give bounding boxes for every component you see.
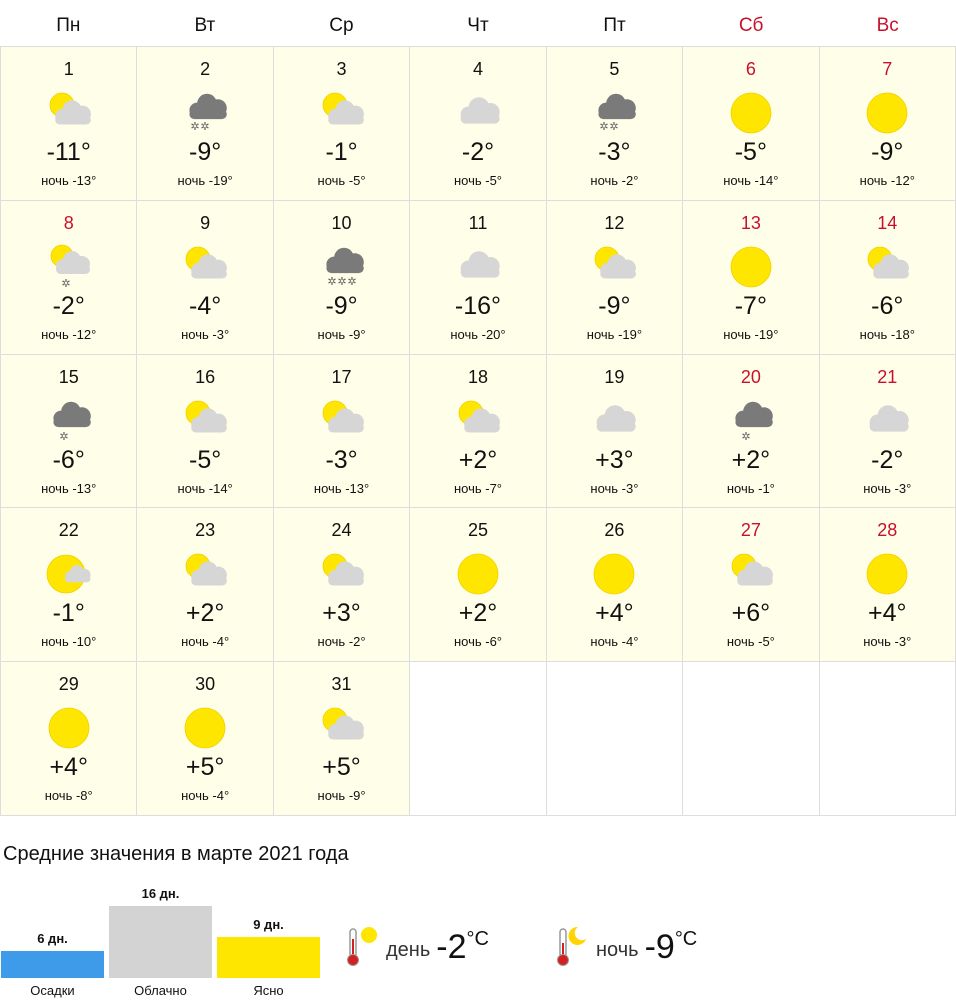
day-cell[interactable] bbox=[683, 508, 819, 662]
day-number: 5 bbox=[609, 59, 620, 79]
partly-cloudy-icon bbox=[315, 89, 369, 137]
weekday-label: Вт bbox=[194, 15, 216, 36]
svg-text:✲: ✲ bbox=[190, 120, 200, 133]
day-temperature: -2° bbox=[52, 291, 85, 320]
bar-group bbox=[109, 882, 212, 998]
night-temperature: ночь -3° bbox=[181, 326, 230, 342]
avg-night-temperature bbox=[552, 925, 697, 969]
day-number: 3 bbox=[336, 59, 347, 79]
night-temperature: ночь -12° bbox=[41, 326, 97, 342]
day-number: 24 bbox=[331, 520, 352, 541]
night-temperature: ночь -8° bbox=[44, 788, 93, 804]
weekday-header-row bbox=[0, 0, 956, 46]
day-number: 7 bbox=[882, 59, 893, 79]
day-cell[interactable] bbox=[274, 201, 410, 355]
svg-text:✲: ✲ bbox=[59, 429, 69, 443]
night-temperature: ночь -12° bbox=[859, 173, 915, 188]
bar-value-label: 9 дн. bbox=[253, 917, 284, 932]
partly-cloudy-icon bbox=[315, 397, 369, 445]
day-number: 22 bbox=[58, 520, 79, 541]
day-number: 27 bbox=[740, 520, 761, 541]
bar bbox=[109, 906, 212, 978]
day-temperature: -3° bbox=[598, 138, 631, 166]
sun-icon bbox=[860, 89, 914, 137]
bar-group bbox=[1, 927, 104, 998]
cloudy-light-snow-icon bbox=[42, 397, 96, 445]
weekday-label: Пт bbox=[603, 15, 626, 36]
svg-text:✲: ✲ bbox=[200, 120, 210, 133]
cloudy-snow-icon bbox=[587, 89, 641, 137]
weekday-label: Вс bbox=[876, 15, 899, 36]
summary-bar-chart bbox=[0, 878, 330, 1000]
night-temperature: ночь -3° bbox=[863, 480, 912, 496]
day-number: 18 bbox=[467, 366, 488, 387]
night-temperature: ночь -3° bbox=[863, 634, 912, 650]
day-temperature: -2° bbox=[871, 445, 904, 474]
day-cell[interactable] bbox=[547, 47, 683, 201]
day-cell[interactable] bbox=[410, 355, 546, 509]
day-cell[interactable] bbox=[410, 201, 546, 355]
weekday-label: Сб bbox=[738, 15, 764, 36]
day-number: 6 bbox=[745, 59, 756, 79]
day-temperature: +2° bbox=[731, 445, 771, 474]
day-temperature: -7° bbox=[734, 291, 767, 320]
night-temperature: ночь -5° bbox=[453, 173, 503, 188]
day-cell[interactable] bbox=[820, 47, 956, 201]
night-temperature: ночь -5° bbox=[317, 173, 366, 188]
day-temperature: -11° bbox=[46, 138, 91, 166]
partly-cloudy-icon bbox=[178, 397, 232, 445]
svg-text:✲: ✲ bbox=[336, 274, 347, 288]
day-temperature: +4° bbox=[868, 599, 907, 628]
day-temperature: -4° bbox=[189, 291, 222, 320]
cloudy-heavy-snow-icon bbox=[315, 243, 369, 291]
sun-icon bbox=[178, 704, 232, 752]
day-temperature: -9° bbox=[871, 138, 904, 166]
partly-cloudy-icon bbox=[587, 243, 641, 291]
svg-text:✲: ✲ bbox=[326, 274, 337, 288]
night-temperature: ночь -2° bbox=[317, 634, 366, 650]
bar-value-label: 16 дн. bbox=[141, 886, 180, 901]
day-temperature: -5° bbox=[734, 138, 767, 166]
day-number: 9 bbox=[200, 212, 211, 233]
day-number: 31 bbox=[331, 674, 352, 695]
night-temperature: ночь -4° bbox=[590, 634, 639, 650]
day-number: 13 bbox=[740, 212, 761, 233]
day-cell[interactable] bbox=[137, 508, 273, 662]
avg-day-label: день bbox=[386, 938, 431, 961]
night-temperature: ночь -4° bbox=[181, 634, 230, 650]
partly-cloudy-snow-icon bbox=[42, 243, 96, 291]
day-cell[interactable] bbox=[410, 47, 546, 201]
day-cell[interactable] bbox=[547, 508, 683, 662]
bar-category-label: Облачно bbox=[134, 983, 187, 998]
day-temperature: -16° bbox=[454, 291, 502, 320]
day-temperature: -1° bbox=[325, 138, 358, 166]
day-number: 17 bbox=[331, 366, 352, 387]
cloudy-light-snow-icon bbox=[724, 397, 778, 445]
day-cell[interactable] bbox=[547, 201, 683, 355]
empty-cell bbox=[410, 662, 546, 816]
night-temperature: ночь -20° bbox=[450, 326, 506, 342]
day-number: 15 bbox=[58, 366, 79, 387]
cloudy-icon bbox=[451, 89, 505, 137]
day-cell[interactable] bbox=[137, 201, 273, 355]
day-cell[interactable] bbox=[274, 508, 410, 662]
bar bbox=[217, 937, 320, 978]
night-temperature: ночь -13° bbox=[41, 173, 97, 188]
day-temperature: -2° bbox=[461, 138, 495, 166]
night-temperature: ночь -9° bbox=[317, 326, 366, 342]
day-number: 12 bbox=[604, 212, 625, 233]
avg-day-temperature bbox=[342, 925, 489, 969]
day-number: 26 bbox=[604, 520, 625, 541]
day-number: 20 bbox=[740, 366, 761, 387]
partly-cloudy-icon bbox=[315, 550, 369, 598]
night-temperature: ночь -14° bbox=[723, 173, 779, 188]
night-temperature: ночь -13° bbox=[41, 480, 97, 496]
svg-text:✲: ✲ bbox=[346, 274, 357, 288]
day-number: 30 bbox=[195, 674, 216, 695]
thermometer-sun-icon bbox=[342, 925, 378, 969]
day-cell[interactable] bbox=[820, 355, 956, 509]
day-cell[interactable] bbox=[1, 508, 137, 662]
night-temperature: ночь -19° bbox=[586, 326, 643, 342]
partly-cloudy-icon bbox=[860, 243, 914, 291]
sun-icon bbox=[587, 550, 641, 598]
day-temperature: +3° bbox=[595, 445, 634, 474]
partly-cloudy-icon bbox=[451, 397, 505, 445]
day-temperature: -3° bbox=[325, 445, 358, 474]
partly-cloudy-icon bbox=[178, 550, 232, 598]
night-temperature: ночь -3° bbox=[590, 480, 639, 496]
partly-cloudy-icon bbox=[724, 550, 778, 598]
sun-cloud-icon bbox=[42, 550, 96, 598]
night-temperature: ночь -9° bbox=[317, 788, 366, 804]
weekday-label: Пн bbox=[56, 15, 81, 36]
day-number: 29 bbox=[58, 674, 79, 695]
day-temperature: +5° bbox=[322, 753, 361, 782]
day-cell[interactable] bbox=[683, 355, 819, 509]
night-temperature: ночь -5° bbox=[726, 634, 775, 650]
svg-text:✲: ✲ bbox=[741, 429, 751, 443]
night-temperature: ночь -14° bbox=[177, 480, 233, 496]
night-temperature: ночь -4° bbox=[181, 788, 230, 804]
day-cell[interactable] bbox=[274, 355, 410, 509]
day-cell[interactable] bbox=[1, 662, 137, 816]
day-temperature: +2° bbox=[185, 599, 225, 628]
sun-icon bbox=[451, 550, 505, 598]
calendar-grid bbox=[0, 46, 956, 816]
day-cell[interactable] bbox=[137, 47, 273, 201]
cloudy-snow-icon bbox=[178, 89, 232, 137]
night-temperature: ночь -19° bbox=[177, 173, 233, 188]
empty-cell bbox=[547, 662, 683, 816]
day-cell[interactable] bbox=[274, 662, 410, 816]
day-temperature: +3° bbox=[322, 599, 361, 628]
avg-day-unit: °C bbox=[466, 927, 489, 950]
night-temperature: ночь -18° bbox=[859, 326, 915, 342]
empty-cell bbox=[683, 662, 819, 816]
day-cell[interactable] bbox=[1, 47, 137, 201]
summary-title: Средние значения в марте 2021 года bbox=[3, 843, 349, 865]
day-cell[interactable] bbox=[410, 508, 546, 662]
day-number: 14 bbox=[877, 212, 898, 233]
day-temperature: -6° bbox=[871, 291, 904, 320]
cloudy-icon bbox=[860, 397, 914, 445]
day-cell[interactable] bbox=[820, 201, 956, 355]
cloudy-icon bbox=[587, 397, 641, 445]
avg-night-label: ночь bbox=[596, 938, 639, 961]
day-temperature: +6° bbox=[731, 599, 771, 628]
svg-text:✲: ✲ bbox=[61, 276, 71, 290]
day-temperature: -9° bbox=[189, 138, 222, 166]
bar-category-label: Ясно bbox=[253, 983, 284, 998]
day-number: 8 bbox=[63, 212, 74, 233]
day-cell[interactable] bbox=[137, 355, 273, 509]
avg-day-value: -2 bbox=[436, 927, 467, 966]
night-temperature: ночь -2° bbox=[590, 173, 639, 188]
day-number: 1 bbox=[63, 59, 74, 79]
cloudy-icon bbox=[451, 243, 505, 291]
day-number: 10 bbox=[331, 212, 352, 233]
day-cell[interactable] bbox=[1, 201, 137, 355]
avg-night-value: -9 bbox=[644, 927, 675, 966]
thermometer-moon-icon bbox=[552, 925, 588, 969]
bar-group bbox=[217, 913, 320, 998]
sun-icon bbox=[860, 550, 914, 598]
day-temperature: +4° bbox=[595, 599, 634, 628]
weekday-label: Чт bbox=[467, 15, 489, 36]
day-temperature: -9° bbox=[325, 291, 358, 320]
day-temperature: -5° bbox=[189, 445, 222, 474]
day-temperature: +5° bbox=[185, 753, 225, 782]
day-cell[interactable] bbox=[547, 355, 683, 509]
night-temperature: ночь -10° bbox=[41, 634, 97, 650]
night-temperature: ночь -6° bbox=[453, 634, 503, 650]
bar-category-label: Осадки bbox=[30, 983, 75, 998]
night-temperature: ночь -1° bbox=[726, 480, 775, 496]
day-temperature: +4° bbox=[49, 753, 88, 782]
sun-icon bbox=[42, 704, 96, 752]
partly-cloudy-icon bbox=[315, 704, 369, 752]
day-number: 4 bbox=[472, 59, 483, 79]
sun-icon bbox=[724, 243, 778, 291]
day-cell[interactable] bbox=[683, 201, 819, 355]
day-number: 21 bbox=[877, 366, 898, 387]
day-cell[interactable] bbox=[820, 508, 956, 662]
night-temperature: ночь -13° bbox=[313, 480, 370, 496]
day-number: 2 bbox=[200, 59, 211, 79]
sun-icon bbox=[724, 89, 778, 137]
day-number: 23 bbox=[195, 520, 216, 541]
partly-cloudy-icon bbox=[178, 243, 232, 291]
day-temperature: -6° bbox=[52, 445, 85, 474]
day-number: 11 bbox=[468, 212, 488, 233]
night-temperature: ночь -19° bbox=[723, 326, 779, 342]
weekday-label: Ср bbox=[329, 15, 354, 36]
bar-value-label: 6 дн. bbox=[37, 931, 68, 946]
day-cell[interactable] bbox=[274, 47, 410, 201]
day-cell[interactable] bbox=[137, 662, 273, 816]
day-cell[interactable] bbox=[1, 355, 137, 509]
empty-cell bbox=[820, 662, 956, 816]
partly-cloudy-icon bbox=[42, 89, 96, 137]
day-number: 19 bbox=[604, 366, 625, 387]
avg-night-unit: °C bbox=[674, 927, 698, 950]
day-cell[interactable] bbox=[683, 47, 819, 201]
day-temperature: -1° bbox=[52, 599, 85, 628]
svg-text:✲: ✲ bbox=[599, 120, 610, 133]
day-temperature: +2° bbox=[458, 599, 498, 628]
day-temperature: -9° bbox=[598, 291, 631, 320]
day-number: 16 bbox=[195, 366, 216, 387]
day-temperature: +2° bbox=[458, 445, 498, 474]
bar bbox=[1, 951, 104, 978]
day-number: 25 bbox=[467, 520, 488, 541]
day-number: 28 bbox=[877, 520, 898, 541]
svg-text:✲: ✲ bbox=[609, 120, 620, 133]
night-temperature: ночь -7° bbox=[453, 480, 503, 496]
